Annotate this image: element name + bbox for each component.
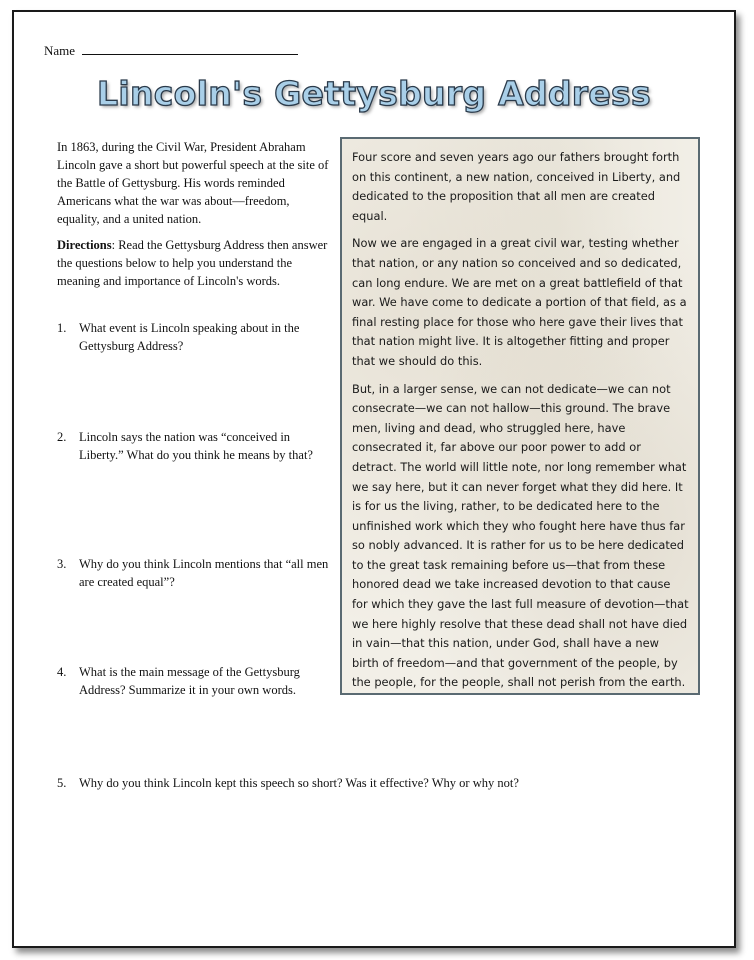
- question-number: 3.: [57, 557, 67, 571]
- question-4: [57, 663, 332, 699]
- question-number: 4.: [57, 665, 67, 679]
- intro-section: [57, 138, 329, 298]
- question-text: What is the main message of the Gettysburg Address? Summarize it in your own words.: [79, 665, 300, 697]
- directions-paragraph: [57, 236, 329, 290]
- speech-paragraph-1: Four score and seven years ago our fathers brought forth on this continent, a new nation, conceived in Liberty, and dedicated to the proposition that all men are created equal.: [352, 150, 681, 223]
- question-3: [57, 555, 332, 591]
- name-field[interactable]: [44, 42, 298, 59]
- question-number: 2.: [57, 430, 67, 444]
- name-label: Name: [44, 43, 76, 58]
- worksheet-page: [12, 10, 736, 948]
- directions-label: Directions: [57, 238, 112, 252]
- question-5: [57, 774, 617, 792]
- question-1: [57, 319, 332, 355]
- gettysburg-address-box: [340, 137, 700, 695]
- question-number: 1.: [57, 321, 67, 335]
- intro-paragraph: In 1863, during the Civil War, President Abraham Lincoln gave a short but powerful speech at the site of the Battle of Gettysburg. His words reminded Americans what the war was about—freedom, equality, and a united nation.: [57, 140, 329, 226]
- name-blank-line[interactable]: [82, 42, 298, 55]
- question-number: 5.: [57, 776, 67, 790]
- speech-paragraph-2: Now we are engaged in a great civil war, testing whether that nation, or any nation so conceived and so dedicated, can long endure. We are met on a great battlefield of that war. We have come to dedicate a portion of that field, as a final resting place for those who here gave their lives that that nation might live. It is altogether fitting and proper that we should do this.: [352, 236, 687, 368]
- question-text: What event is Lincoln speaking about in the Gettysburg Address?: [79, 321, 300, 353]
- question-2: [57, 428, 332, 464]
- question-text: Lincoln says the nation was “conceived in Liberty.” What do you think he means by that?: [79, 430, 313, 462]
- question-text: Why do you think Lincoln kept this speech so short? Was it effective? Why or why not?: [79, 776, 519, 790]
- question-text: Why do you think Lincoln mentions that “all men are created equal”?: [79, 557, 329, 589]
- worksheet-title: Lincoln's Gettysburg Address: [97, 74, 651, 113]
- directions-text: : Read the Gettysburg Address then answer the questions below to help you understand the meaning and importance of Lincoln's words.: [57, 238, 328, 288]
- speech-paragraph-3: But, in a larger sense, we can not dedicate—we can not consecrate—we can not hallow—this ground. The brave men, living and dead, who struggled here, have consecrated it, far above our poor power to add or detract. The world will little note, nor long remember what we say here, but it can never forget what they did here. It is for us the living, rather, to be dedicated here to the unfinished work which they who fought here have thus far so nobly advanced. It is rather for us to be here dedicated to the great task remaining before us—that from these honored dead we take increased devotion to that cause for which they gave the last full measure of devotion—that we here highly resolve that these dead shall not have died in vain—that this nation, under God, shall have a new birth of freedom—and that government of the people, by the people, for the people, shall not perish from the earth.: [352, 381, 689, 690]
